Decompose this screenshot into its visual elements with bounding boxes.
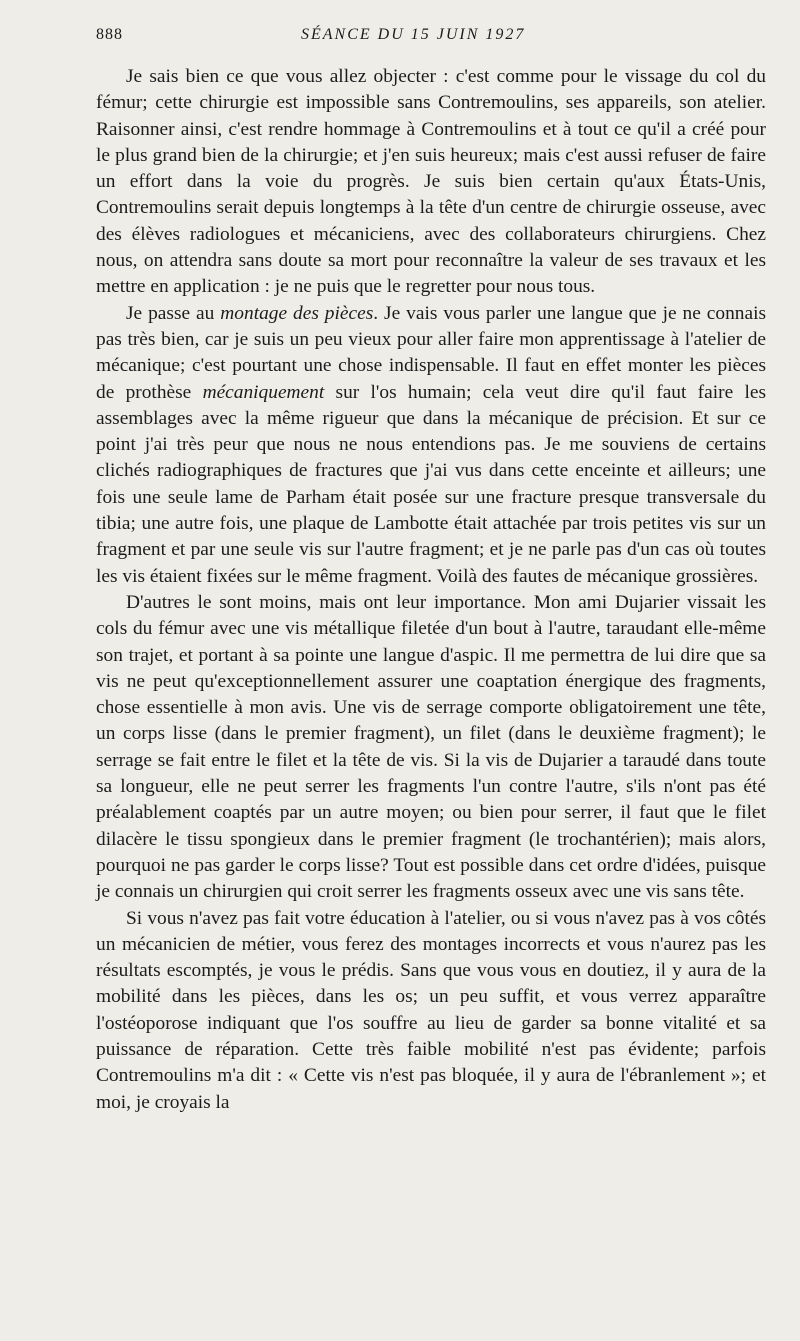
page-number: 888 <box>96 26 123 43</box>
text-run: Je passe au <box>126 302 221 324</box>
running-header <box>96 22 766 52</box>
header-title: SÉANCE DU 15 JUIN 1927 <box>301 26 526 43</box>
body-text <box>96 64 766 1116</box>
text-run: D'autres le sont moins, mais ont leur importance. Mon ami Dujarier vissait les cols du fémur avec une vis métallique filetée d'un bout à l'autre, taraudant elle-même son trajet, et portant à sa pointe une langue d'aspic. Il me permettra de lui dire que sa vis ne peut qu'exceptionnellement assurer une coaptation énergique des fragments, chose essentielle à mon avis. Une vis de serrage comporte obligatoirement une tête, un corps lisse (dans le premier fragment), un filet (dans le deuxième fragment); le serrage se fait entre le filet et la tête de vis. Si la vis de Dujarier a taraudé dans toute sa longueur, elle ne peut serrer les fragments l'un contre l'autre, s'ils n'ont pas été préalablement coaptés par un autre moyen; ou bien pour serrer, il faut que le filet dilacère le tissu spongieux dans le premier fragment (le trochantérien); mais alors, pourquoi ne pas garder le corps lisse? Tout est possible dans cet ordre d'idées, puisque je connais un chirurgien qui croit serrer les fragments osseux avec une vis sans tête. <box>96 591 766 903</box>
text-run: Je sais bien ce que vous allez objecter : c'est comme pour le vissage du col du fémur; cette chirurgie est impossible sans Contremoulins, ses appareils, son atelier. Raisonner ainsi, c'est rendre hommage à Contremoulins et à tout ce qu'il a créé pour le plus grand bien de la chirurgie; et j'en suis heureux; mais c'est aussi refuser de faire un effort dans la voie du progrès. Je suis bien certain qu'aux États-Unis, Contremoulins serait depuis longtemps à la tête d'un centre de chirurgie osseuse, avec des élèves radiologues et mécaniciens, avec des collaborateurs chirurgiens. Chez nous, on attendra sans doute sa mort pour reconnaître la valeur de ses travaux et les mettre en application : je ne puis que le regretter pour nous tous. <box>96 66 766 298</box>
paragraph <box>96 301 766 590</box>
paragraph <box>96 64 766 301</box>
paragraph <box>96 590 766 906</box>
text-run: Si vous n'avez pas fait votre éducation à l'atelier, ou si vous n'avez pas à vos côtés un mécanicien de métier, vous ferez des montages incorrects et vous n'aurez pas les résultats escomptés, je vous le prédis. Sans que vous vous en doutiez, il y aura de la mobilité dans les pièces, dans les os; un peu suffit, et vous verrez apparaître l'ostéoporose indiquant que l'os souffre au lieu de garder sa bonne vitalité et sa puissance de réparation. Cette très faible mobilité n'est pas évidente; parfois Contremoulins m'a dit : « Cette vis n'est pas bloquée, il y aura de l'ébranlement »; et moi, je croyais la <box>96 907 766 1113</box>
italic-text-run: montage des pièces <box>220 302 374 324</box>
italic-text-run: mécaniquement <box>202 381 325 403</box>
text-run: . Je vais vous parler une langue que je ne connais pas très bien, car je suis un peu vieux pour aller faire mon apprentissage à l'atelier de mécanique; c'est pourtant une chose indispensable. Il faut en effet monter les pièces de prothèse <box>96 302 766 403</box>
text-run: sur l'os humain; cela veut dire qu'il faut faire les assemblages avec la même rigueur que dans la mécanique de précision. Et sur ce point j'ai très peur que nous ne nous entendions pas. Je me souviens de certains clichés radiographiques de fractures que j'ai vus dans cette enceinte et ailleurs; une fois une seule lame de Parham était posée sur une fracture presque transversale du tibia; une autre fois, une plaque de Lambotte était attachée par trois petites vis sur un fragment et par une seule vis sur l'autre fragment; et je ne parle pas d'un cas où toutes les vis étaient fixées sur le même fragment. Voilà des fautes de mécanique grossières. <box>96 381 767 587</box>
paragraph <box>96 906 766 1116</box>
